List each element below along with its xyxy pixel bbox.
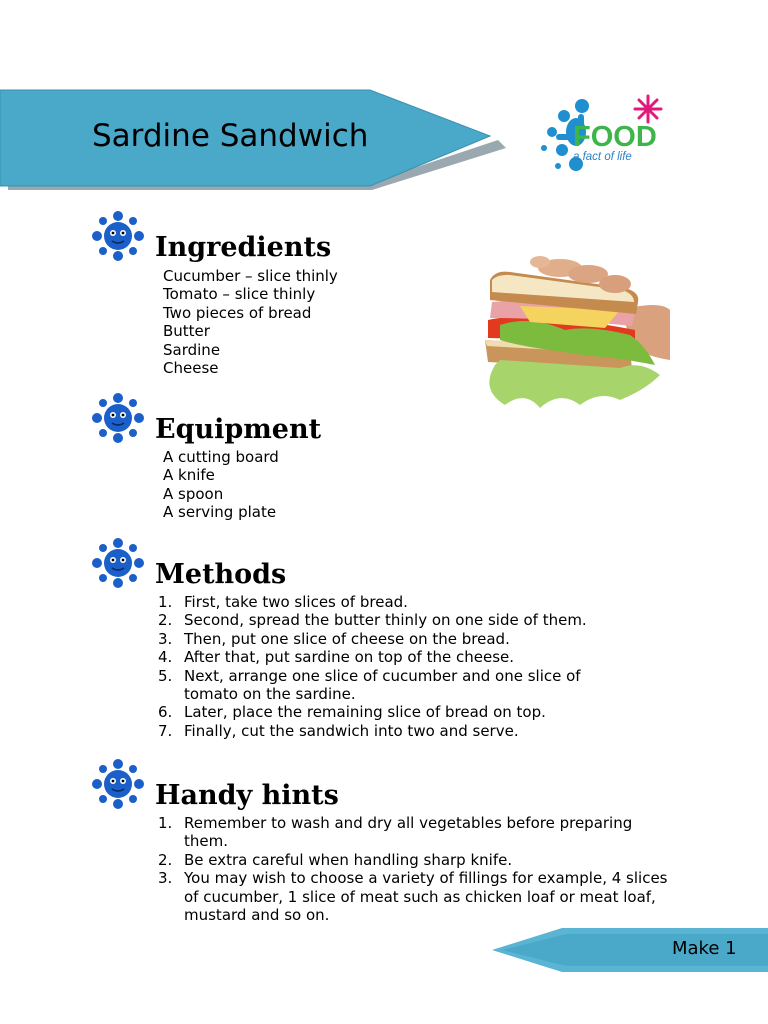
list-item: 1. First, take two slices of bread. bbox=[158, 593, 408, 611]
list-item: A knife bbox=[163, 466, 215, 485]
list-item: Two pieces of bread bbox=[163, 303, 312, 322]
logo-brand-text: FOOD bbox=[573, 121, 657, 153]
list-item: 5. Next, arrange one slice of cucumber and one slice of tomato on the sardine. bbox=[158, 666, 581, 704]
footer-label: Make 1 bbox=[672, 938, 737, 959]
blue-splat-icon bbox=[90, 537, 146, 589]
list-item: A spoon bbox=[163, 484, 224, 503]
hints-list bbox=[158, 814, 673, 924]
list-item: Butter bbox=[163, 322, 210, 341]
hints-heading: Handy hints bbox=[155, 780, 339, 811]
ingredients-heading: Ingredients bbox=[155, 232, 332, 263]
blue-splat-icon bbox=[90, 210, 146, 262]
list-item: 3. Then, put one slice of cheese on the bread. bbox=[158, 629, 510, 648]
list-item: 4. After that, put sardine on top of the cheese. bbox=[158, 648, 514, 667]
blue-splat-icon bbox=[90, 758, 146, 810]
list-item: 6. Later, place the remaining slice of bread on top. bbox=[158, 703, 546, 722]
list-item: Cheese bbox=[163, 359, 219, 378]
sandwich-image bbox=[470, 240, 670, 420]
list-item: A serving plate bbox=[163, 503, 277, 522]
list-item: 2. Second, spread the butter thinly on one side of them. bbox=[158, 611, 587, 630]
blue-splat-icon bbox=[90, 392, 146, 444]
equipment-list bbox=[163, 448, 279, 522]
methods-list bbox=[158, 593, 638, 740]
logo-tagline: a fact of life bbox=[573, 151, 632, 163]
page-title: Sardine Sandwich bbox=[92, 118, 369, 154]
list-item: Sardine bbox=[163, 340, 221, 359]
list-item: 3. You may wish to choose a variety of fillings for example, 4 slices of cucumber, 1 slice of meat such as chicken loaf or meat loaf, mustard and so on. bbox=[158, 869, 668, 925]
list-item: 1. Remember to wash and dry all vegetables before preparing them. bbox=[158, 814, 633, 851]
list-item: Tomato – slice thinly bbox=[163, 285, 316, 304]
list-item: Cucumber – slice thinly bbox=[163, 267, 338, 285]
methods-heading: Methods bbox=[155, 559, 287, 590]
list-item: A cutting board bbox=[163, 448, 279, 466]
equipment-heading: Equipment bbox=[155, 414, 322, 445]
ingredients-list bbox=[163, 267, 338, 377]
list-item: 2. Be extra careful when handling sharp knife. bbox=[158, 850, 513, 869]
list-item: 7. Finally, cut the sandwich into two and serve. bbox=[158, 721, 519, 740]
